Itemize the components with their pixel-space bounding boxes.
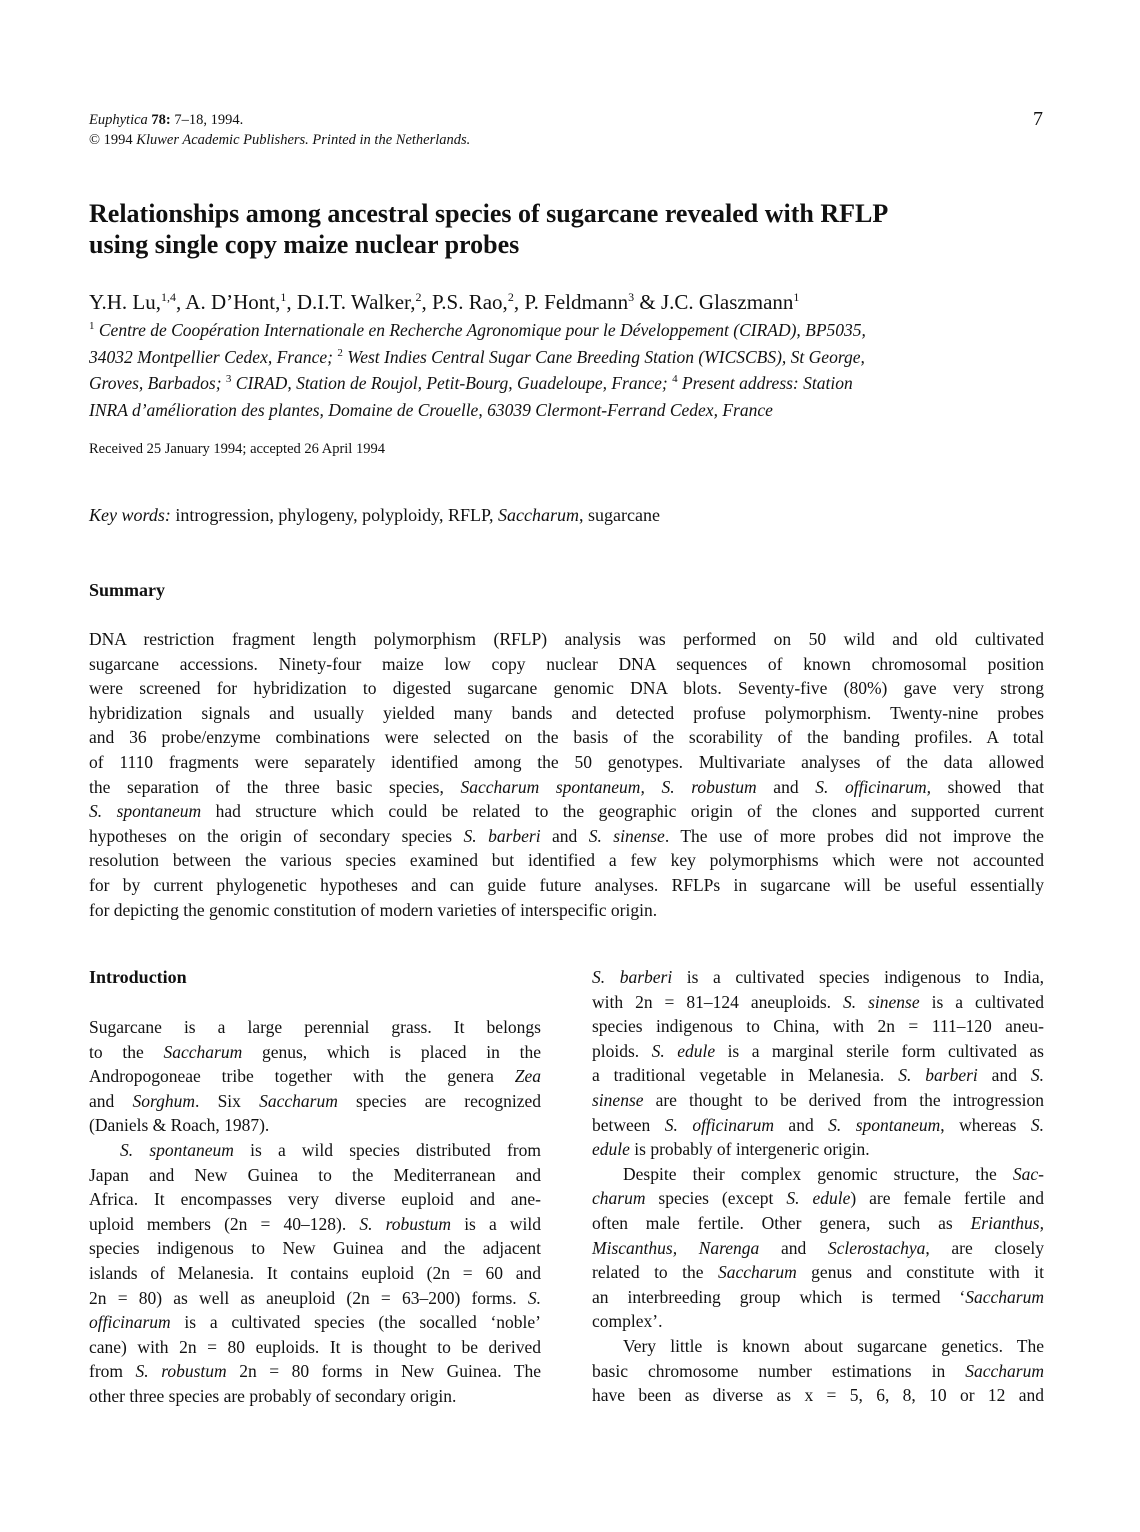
body-line: and Sorghum. Six Saccharum species are recognized	[89, 1090, 541, 1111]
summary-line: DNA restriction fragment length polymorphism (RFLP) analysis was performed on 50 wild and old cultivated	[89, 629, 1044, 649]
body-line: S. barberi is a cultivated species indigenous to India,	[592, 967, 1044, 987]
summary-line: and 36 probe/enzyme combinations were selected on the basis of the scorability of the banding profiles. A total	[89, 727, 1044, 748]
body-line: charum species (except S. edule) are female fertile and	[592, 1188, 1044, 1209]
body-line: edule is probably of intergeneric origin.	[592, 1139, 870, 1160]
affiliation-text: Present address: Station	[677, 373, 853, 393]
keywords	[89, 505, 660, 526]
body-line: officinarum is a cultivated species (the socalled ‘noble’	[89, 1312, 541, 1333]
affiliation-text: Centre de Coopération Internationale en Recherche Agronomique pour le Développement (CIRAD), BP5035,	[94, 320, 866, 340]
body-line: with 2n = 81–124 aneuploids. S. sinense is a cultivated	[592, 991, 1044, 1012]
summary-line: resolution between the various species examined but identified a few key polymorphisms which were not accounted	[89, 850, 1044, 871]
body-line: S. spontaneum is a wild species distributed from	[120, 1139, 542, 1160]
body-line: Japan and New Guinea to the Mediterranean and	[89, 1164, 541, 1185]
affiliation-text: INRA d’amélioration des plantes, Domaine de Crouelle, 63039 Clermont-Ferrand Cedex, France	[89, 399, 773, 420]
author: & J.C. Glaszmann	[634, 290, 794, 314]
author-list	[89, 290, 799, 315]
body-line: Very little is known about sugarcane genetics. The	[623, 1335, 1044, 1356]
summary-line: sugarcane accessions. Ninety-four maize low copy nuclear DNA sequences of known chromosomal position	[89, 653, 1044, 674]
body-line: to the Saccharum genus, which is placed in the	[89, 1041, 541, 1062]
affil-marker: 4	[672, 373, 678, 386]
body-line: a traditional vegetable in Melanesia. S. barberi and S.	[592, 1065, 1044, 1086]
body-line: from S. robustum 2n = 80 forms in New Guinea. The	[89, 1361, 541, 1382]
body-line: Africa. It encompasses very diverse euploid and ane-	[89, 1189, 541, 1210]
affiliation-text: West Indies Central Sugar Cane Breeding Station (WICSCBS), St George,	[342, 346, 865, 367]
summary-line: the separation of the three basic species, Saccharum spontaneum, S. robustum and S. officinarum, showed that	[89, 776, 1044, 797]
body-line: uploid members (2n = 40–128). S. robustum is a wild	[89, 1213, 541, 1234]
summary-line: S. spontaneum had structure which could be related to the geographic origin of the clones and supported current	[89, 801, 1045, 822]
copyright: © 1994	[89, 132, 133, 148]
journal-pages: 7–18, 1994.	[170, 112, 244, 128]
summary-line: hybridization signals and usually yielded many bands and detected profuse polymorphism. Twenty-nine probes	[89, 702, 1044, 723]
body-line: cane) with 2n = 80 euploids. It is thought to be derived	[89, 1336, 541, 1357]
summary-line: hypotheses on the origin of secondary species S. barberi and S. sinense. The use of more probes did not improve the	[89, 825, 1044, 846]
body-line: Sugarcane is a large perennial grass. It belongs	[89, 1017, 541, 1037]
body-line: Miscanthus, Narenga and Sclerostachya, are closely	[592, 1237, 1044, 1258]
keywords-text: introgression, phylogeny, polyploidy, RFLP,	[170, 505, 499, 525]
paper-title	[89, 198, 1049, 260]
keywords-label: Key words:	[89, 505, 171, 525]
affil-marker: 2	[507, 290, 514, 304]
affil-marker: 1,4	[160, 290, 176, 304]
affiliation-text: CIRAD, Station de Roujol, Petit-Bourg, Guadeloupe, France;	[231, 373, 673, 393]
body-line: sinense are thought to be derived from the introgression	[592, 1089, 1044, 1110]
body-line: have been as diverse as x = 5, 6, 8, 10 or 12 and	[592, 1385, 1044, 1406]
body-line: Andropogoneae tribe together with the genera Zea	[89, 1066, 541, 1087]
affil-marker: 2	[415, 290, 422, 304]
body-line: 2n = 80) as well as aneuploid (2n = 63–200) forms. S.	[89, 1287, 541, 1308]
summary-line: of 1110 fragments were separately identified among the 50 genotypes. Multivariate analyses of the data allowed	[89, 751, 1044, 772]
body-line: related to the Saccharum genus and constitute with it	[592, 1262, 1044, 1283]
body-line: species indigenous to New Guinea and the adjacent	[89, 1238, 541, 1259]
summary-body	[89, 627, 1044, 922]
summary-line: for by current phylogenetic hypotheses and can guide future analyses. RFLPs in sugarcane will be useful essentially	[89, 874, 1044, 895]
body-line: other three species are probably of secondary origin.	[89, 1385, 457, 1406]
introduction-heading: Introduction	[89, 967, 187, 987]
body-line: an interbreeding group which is termed ‘Saccharum	[592, 1286, 1044, 1307]
left-column	[89, 1015, 541, 1409]
affiliations	[89, 317, 1049, 423]
body-line: complex’.	[592, 1311, 663, 1332]
affil-marker: 1	[793, 290, 800, 304]
title-line: using single copy maize nuclear probes	[89, 230, 520, 259]
affiliation-text: Groves, Barbados;	[89, 373, 226, 393]
summary-line: were screened for hybridization to digested sugarcane genomic DNA blots. Seventy-five (80%) gave very strong	[89, 678, 1044, 699]
journal-name: Euphytica	[89, 112, 148, 128]
body-line: species indigenous to China, with 2n = 111–120 aneu-	[592, 1016, 1044, 1037]
title-line: Relationships among ancestral species of sugarcane revealed with RFLP	[89, 199, 889, 228]
affil-marker: 3	[628, 290, 635, 304]
journal-citation	[89, 110, 470, 150]
received-date: Received 25 January 1994; accepted 26 April 1994	[89, 441, 385, 457]
affil-marker: 1	[280, 290, 287, 304]
affil-marker: 2	[337, 346, 343, 359]
body-line: Despite their complex genomic structure, the Sac-	[623, 1163, 1044, 1184]
author: , P.S. Rao,	[421, 290, 508, 314]
summary-line: for depicting the genomic constitution of modern varieties of interspecific origin.	[89, 899, 658, 920]
body-line: (Daniels & Roach, 1987).	[89, 1115, 270, 1136]
body-line: islands of Melanesia. It contains euploid (2n = 60 and	[89, 1262, 541, 1283]
keywords-text: Saccharum	[498, 505, 579, 525]
author: , A. D’Hont,	[175, 290, 281, 314]
author: , D.I.T. Walker,	[286, 290, 416, 314]
page-number: 7	[1033, 108, 1043, 130]
body-line: often male fertile. Other genera, such as Erianthus,	[592, 1212, 1044, 1233]
body-line: ploids. S. edule is a marginal sterile form cultivated as	[592, 1040, 1044, 1061]
body-line: between S. officinarum and S. spontaneum, whereas S.	[592, 1114, 1045, 1135]
affil-marker: 1	[89, 320, 95, 333]
author: , P. Feldmann	[513, 290, 629, 314]
affil-marker: 3	[225, 373, 232, 386]
summary-heading: Summary	[89, 580, 165, 600]
right-column	[592, 965, 1044, 1408]
author: Y.H. Lu,	[89, 290, 161, 314]
affiliation-text: 34032 Montpellier Cedex, France;	[89, 346, 338, 367]
body-line: basic chromosome number estimations in Saccharum	[592, 1360, 1044, 1381]
journal-volume: 78:	[151, 112, 171, 128]
publisher: Kluwer Academic Publishers. Printed in the Netherlands.	[136, 132, 471, 148]
keywords-text: , sugarcane	[579, 505, 660, 525]
